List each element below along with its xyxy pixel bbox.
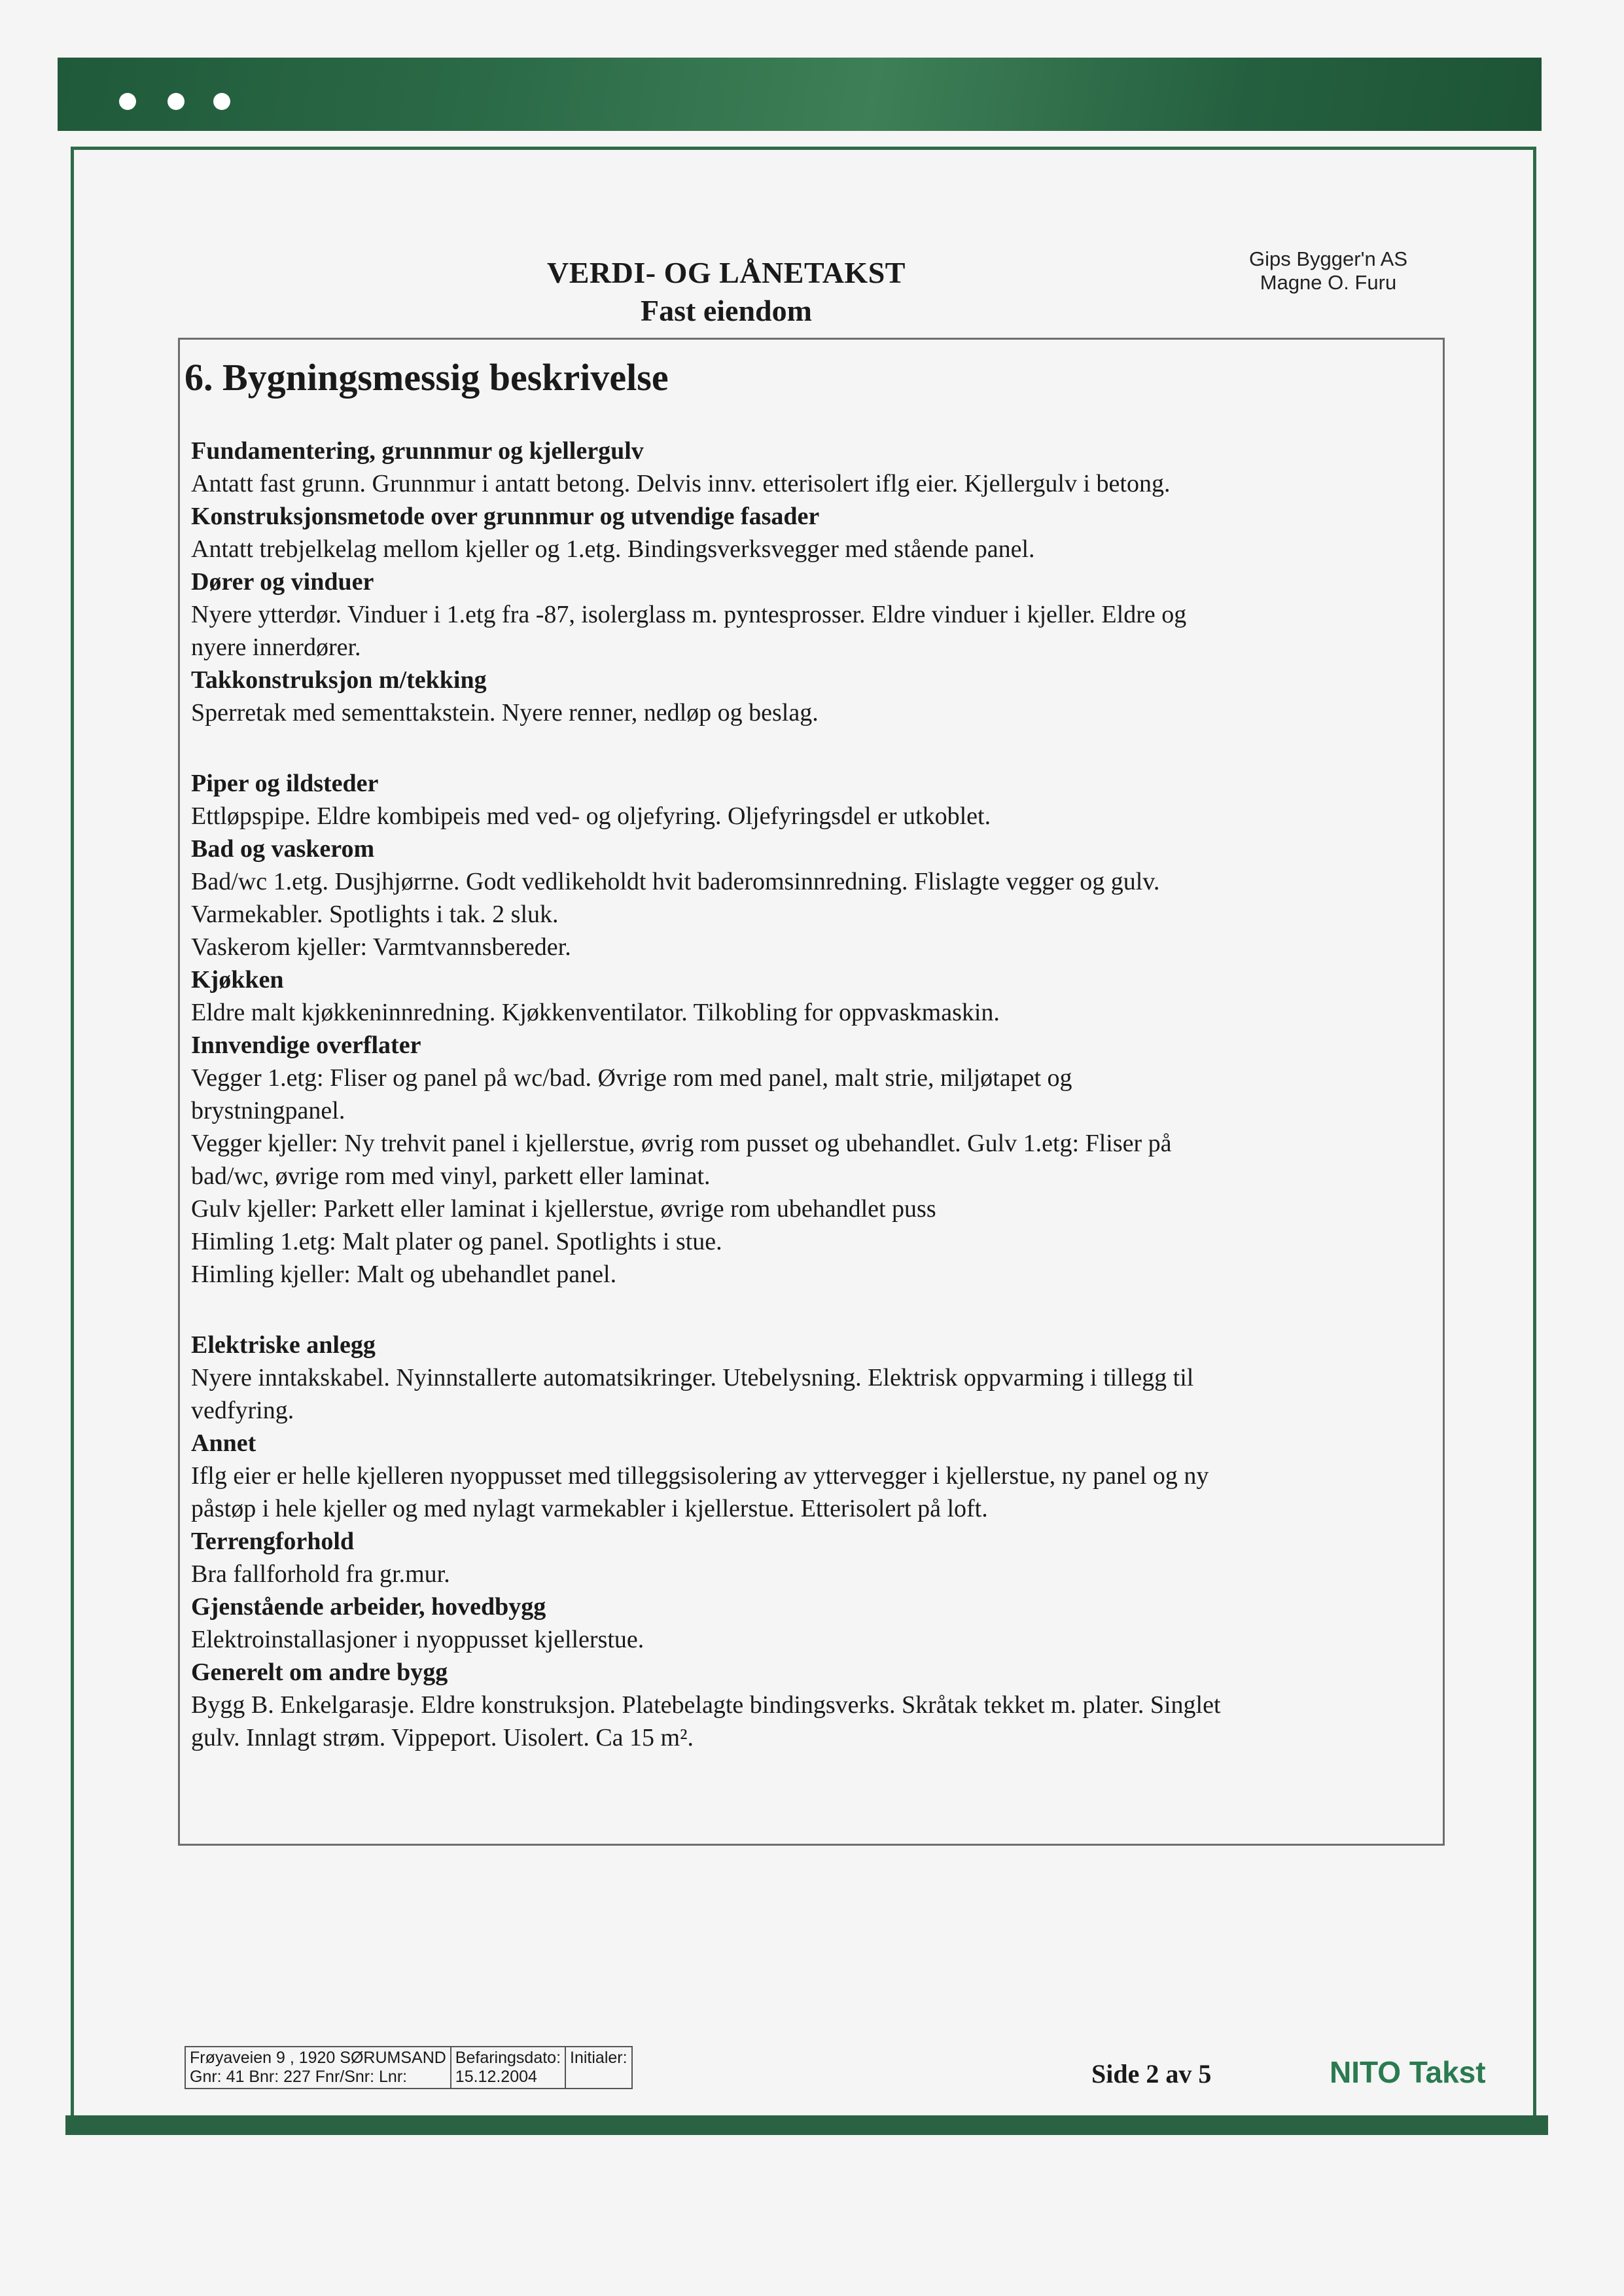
item-innvendige-overflater [191, 1029, 1421, 1291]
inspection-label: Befaringsdato: [455, 2049, 561, 2067]
item-text: Vegger 1.etg: Fliser og panel på wc/bad. Øvrige rom med panel, malt strie, miljøtapet og brystningpanel. Vegger kjeller: Ny trehvit panel i kjellerstue, øvrig rom pusset og ubehandlet. Gulv 1.etg: Fliser på bad/wc, øvrige rom med vinyl, parkett eller laminat. Gulv kjeller: Parkett eller laminat i kjellerstue, øvrige rom ubehandlet puss Himling 1.etg: Malt plater og panel. Spotlights i stue. Himling kjeller: Malt og ubehandlet panel. [191, 1064, 1172, 1288]
item-heading: Bad og vaskerom [191, 835, 375, 863]
item-text: Antatt trebjelkelag mellom kjeller og 1.etg. Bindingsverksvegger med stående panel. [191, 535, 1035, 563]
item-heading: Innvendige overflater [191, 1031, 421, 1059]
company-info [1191, 247, 1466, 295]
appraiser-name: Magne O. Furu [1260, 271, 1397, 294]
item-annet [191, 1427, 1421, 1525]
item-piper [191, 767, 1421, 833]
item-konstruksjonsmetode [191, 500, 1421, 565]
item-text: Eldre malt kjøkkeninnredning. Kjøkkenventilator. Tilkobling for oppvaskmaskin. [191, 999, 1000, 1026]
footer-bar [65, 2115, 1548, 2135]
item-text: Bygg B. Enkelgarasje. Eldre konstruksjon. Platebelagte bindingsverks. Skråtak tekket m. plater. Singlet gulv. Innlagt strøm. Vippeport. Uisolert. Ca 15 m². [191, 1691, 1221, 1751]
item-heading: Gjenstående arbeider, hovedbygg [191, 1593, 546, 1621]
header-banner [58, 58, 1542, 131]
item-heading: Piper og ildsteder [191, 770, 379, 797]
document-title: VERDI- OG LÅNETAKST [547, 256, 906, 289]
dot-icon [168, 93, 185, 110]
item-text: Iflg eier er helle kjelleren nyoppusset med tilleggsisolering av yttervegger i kjellerstue, ny panel og ny påstøp i hele kjeller og med nylagt varmekabler i kjellerstue. Etterisolert på loft. [191, 1462, 1209, 1522]
inspection-date: 15.12.2004 [455, 2068, 537, 2086]
item-heading: Annet [191, 1429, 256, 1457]
page-number: Side 2 av 5 [1091, 2059, 1212, 2089]
item-bad-vaskerom [191, 833, 1421, 963]
item-fundamentering [191, 435, 1421, 500]
spacer [191, 729, 1421, 767]
company-name: Gips Bygger'n AS [1249, 247, 1407, 270]
section-content [191, 435, 1421, 1754]
item-text: Bra fallforhold fra gr.mur. [191, 1560, 450, 1588]
inspection-cell [451, 2047, 565, 2089]
document-subtitle: Fast eiendom [641, 294, 812, 327]
item-heading: Dører og vinduer [191, 568, 374, 596]
brand-logo: NITO Takst [1330, 2055, 1486, 2089]
section-title: 6. Bygningsmessig beskrivelse [185, 356, 669, 399]
item-heading: Generelt om andre bygg [191, 1659, 448, 1686]
item-text: Nyere ytterdør. Vinduer i 1.etg fra -87, isolerglass m. pyntesprosser. Eldre vinduer i kjeller. Eldre og nyere innerdører. [191, 601, 1187, 661]
item-text: Antatt fast grunn. Grunnmur i antatt betong. Delvis innv. etterisolert iflg eier. Kjellergulv i betong. [191, 470, 1171, 497]
spacer [191, 1291, 1421, 1329]
item-heading: Kjøkken [191, 966, 284, 994]
item-text: Sperretak med sementtakstein. Nyere renner, nedløp og beslag. [191, 699, 819, 726]
item-text: Elektroinstallasjoner i nyoppusset kjellerstue. [191, 1626, 644, 1653]
item-heading: Fundamentering, grunnmur og kjellergulv [191, 437, 644, 465]
item-terrengforhold [191, 1525, 1421, 1590]
item-heading: Terrengforhold [191, 1528, 355, 1555]
item-andre-bygg [191, 1656, 1421, 1754]
item-heading: Elektriske anlegg [191, 1331, 376, 1359]
item-text: Ettløpspipe. Eldre kombipeis med ved- og oljefyring. Oljefyringsdel er utkoblet. [191, 802, 991, 830]
property-info-table [185, 2046, 633, 2089]
property-ids: Gnr: 41 Bnr: 227 Fnr/Snr: Lnr: [190, 2068, 408, 2086]
item-elektriske-anlegg [191, 1329, 1421, 1427]
item-dorer-vinduer [191, 565, 1421, 664]
item-text: Nyere inntakskabel. Nyinnstallerte automatsikringer. Utebelysning. Elektrisk oppvarming i tillegg til vedfyring. [191, 1364, 1194, 1424]
item-takkonstruksjon [191, 664, 1421, 729]
item-text: Bad/wc 1.etg. Dusjhjørrne. Godt vedlikeholdt hvit baderomsinnredning. Flislagte vegger og gulv. Varmekabler. Spotlights i tak. 2 sluk. Vaskerom kjeller: Varmtvannsbereder. [191, 868, 1160, 961]
item-gjenstaende-arbeider [191, 1590, 1421, 1656]
dot-icon [213, 93, 230, 110]
item-kjokken [191, 963, 1421, 1029]
item-heading: Konstruksjonsmetode over grunnmur og utvendige fasader [191, 503, 820, 530]
dot-icon [119, 93, 136, 110]
address-line: Frøyaveien 9 , 1920 SØRUMSAND [190, 2049, 446, 2067]
initials-label: Initialer: [570, 2049, 627, 2067]
item-heading: Takkonstruksjon m/tekking [191, 666, 487, 694]
address-cell [185, 2047, 451, 2089]
initials-cell [565, 2047, 632, 2089]
